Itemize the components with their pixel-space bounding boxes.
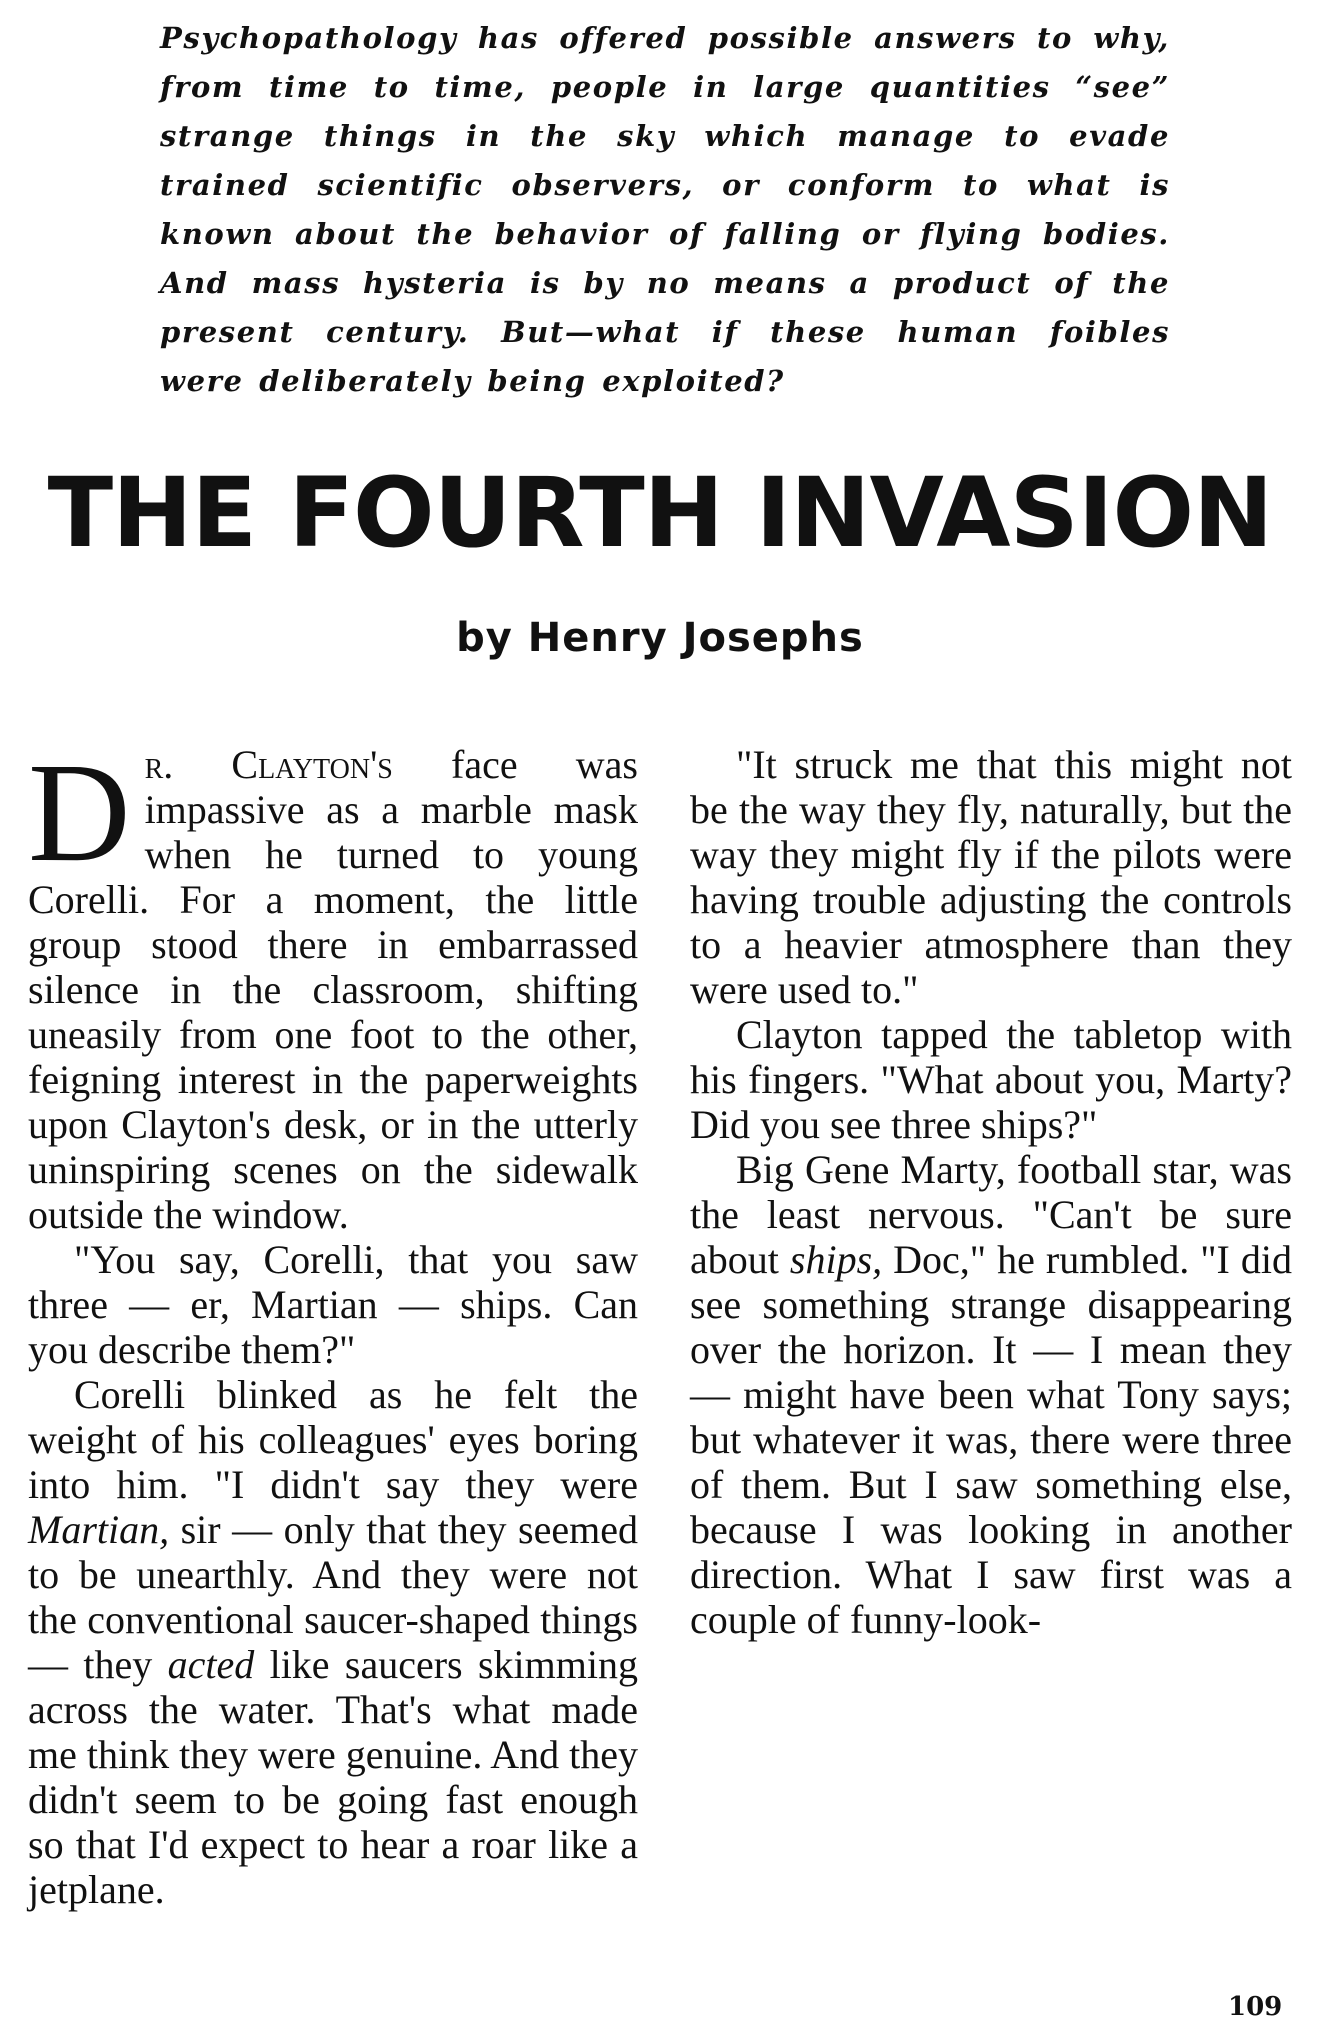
- paragraph-3-emphasis: Martian,: [28, 1507, 170, 1552]
- story-title: THE FOURTH INVASION: [47, 457, 1273, 569]
- intro-blurb: Psychopathology has offered possible answers to why, from time to time, people in large quantities “see” strange things in the sky which manage to evade trained scientific observers, or conform to what is known about the behavior of falling or flying bodies. And mass hysteria is by no means a product of the present century. But—what if these human foibles were deliberately being exploited?: [160, 21, 1170, 398]
- paragraph-5: Clayton tapped the tabletop with his fingers. "What about you, Marty? Did you see three ships?": [690, 1012, 1292, 1147]
- left-column: [28, 733, 639, 1912]
- paragraph-3-text-c: like saucers skimming across the water. That's what made me think they were genuine. And they didn't seem to be going fast enough so that I'd expect to hear a roar like a jetplane.: [28, 1642, 639, 1912]
- paragraph-1: [28, 733, 638, 1237]
- paragraph-4: "It struck me that this might not be the way they fly, naturally, but the way they might fly if the pilots were having trouble adjusting the controls to a heavier atmosphere than they were used to.": [690, 742, 1292, 1012]
- paragraph-1-text: face was impassive as a marble mask when he turned to young Corelli. For a moment, the little group stood there in embarrassed silence in the classroom, shifting uneasily from one foot to the other, feigning interest in the paperweights upon Clayton's desk, or in the utterly uninspiring scenes on the sidewalk outside the window.: [28, 742, 638, 1237]
- paragraph-3: [28, 1372, 638, 1912]
- page-number: 109: [1228, 1992, 1283, 2022]
- paragraph-6-text-a: Big Gene Marty, football star, was the least nervous. "Can't be sure about: [690, 1147, 1292, 1282]
- paragraph-3-emphasis-2: acted: [167, 1642, 255, 1687]
- right-column: [690, 742, 1292, 1642]
- paragraph-3-text-a: Corelli blinked as he felt the weight of his colleagues' eyes boring into him. "I didn't say they were: [28, 1372, 638, 1507]
- paragraph-6-emphasis: ships,: [789, 1237, 883, 1282]
- drop-cap: D: [28, 733, 131, 891]
- paragraph-2: "You say, Corelli, that you saw three — er, Martian — ships. Can you describe them?": [28, 1237, 638, 1372]
- paragraph-6: [690, 1147, 1292, 1642]
- byline: by Henry Josephs: [456, 615, 864, 661]
- paragraph-6-text-b: Doc," he rumbled. "I did see something strange disappearing over the horizon. It — I mean they — might have been what Tony says; but whatever it was, there were three of them. But I saw something else, because I was looking in another direction. What I saw first was a couple of funny-look-: [690, 1237, 1292, 1642]
- opening-small-caps: r. Clayton's: [144, 742, 393, 787]
- paragraph-3-text-b: sir — only that they seemed to be unearthly. And they were not the conventional saucer-shaped things — they: [28, 1507, 638, 1687]
